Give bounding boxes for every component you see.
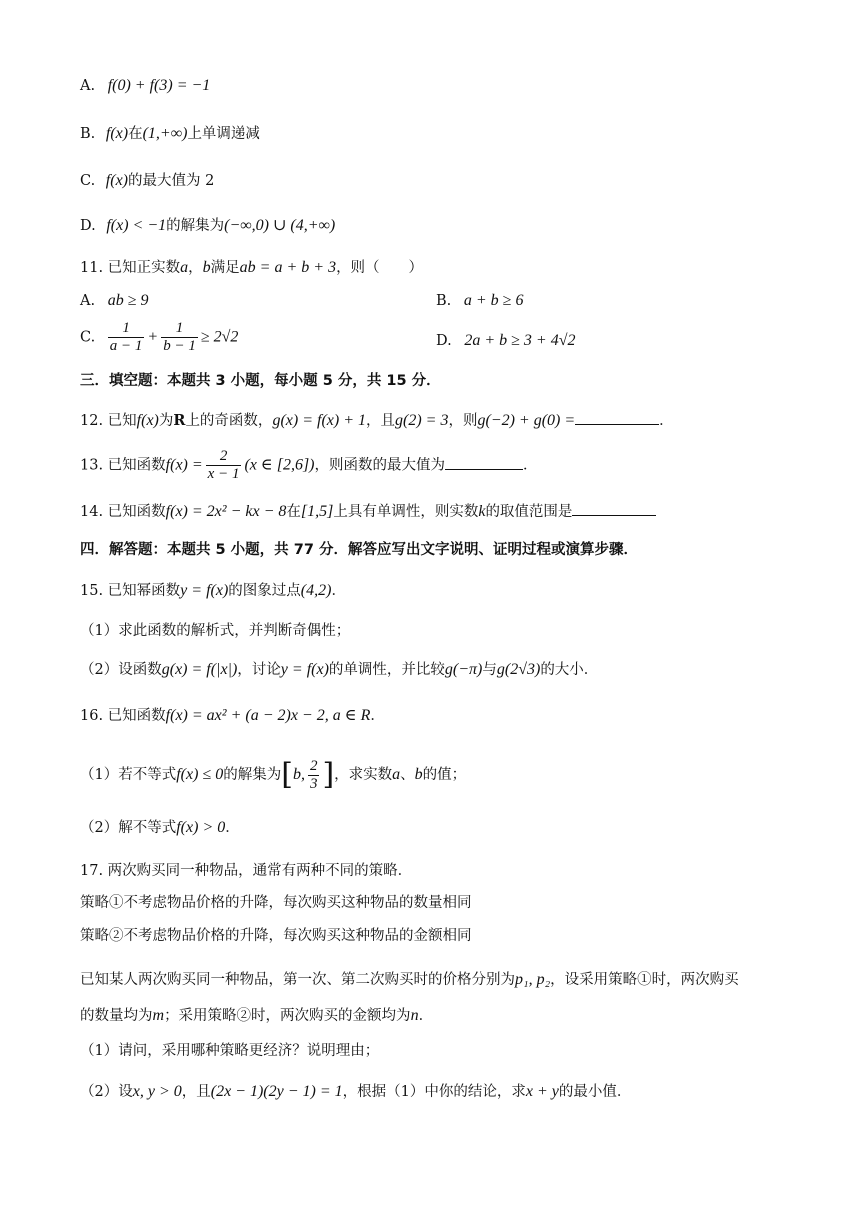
math-expression: a + b ≥ 6 — [463, 292, 524, 309]
q12-stem — [80, 410, 674, 431]
text: 的取值范围是 — [485, 504, 573, 520]
math-expression: ab ≥ 9 — [107, 292, 149, 309]
q14-stem — [80, 501, 656, 522]
math-expression: f(x) = 2x² − kx − 8 — [165, 503, 287, 520]
text: ． — [659, 413, 674, 429]
text: 的解集为 — [223, 767, 282, 783]
text: 的解集为 — [166, 218, 225, 234]
math-expression: f(x) < −1 — [106, 217, 167, 234]
math-expression: f(x) — [136, 412, 159, 429]
math-expression: x, y > 0 — [132, 1083, 182, 1100]
option-label: C. — [80, 173, 96, 189]
q11-option-b — [436, 291, 523, 311]
text: 16. 已知函数 — [80, 708, 166, 724]
text: ，求实数 — [334, 767, 393, 783]
q13-stem — [80, 448, 538, 483]
q16-stem — [80, 706, 385, 726]
math-set-r: R — [173, 412, 186, 429]
numerator: 1 — [108, 320, 145, 338]
text: （2）解不等式 — [80, 820, 177, 836]
q17-stem: 17. 两次购买同一种物品，通常有两种不同的策略． — [80, 863, 413, 879]
text: ， — [188, 260, 203, 276]
option-label: D. — [436, 333, 452, 349]
text: 满足 — [210, 260, 240, 276]
numerator: 2 — [206, 448, 242, 466]
text: 13. 已知函数 — [80, 457, 166, 474]
text: ，则函数的最大值为 — [314, 457, 446, 474]
math-expression: (x ∈ [2,6]) — [244, 456, 315, 474]
text: 的值； — [422, 767, 467, 783]
math-expression: (−∞,0) ∪ (4,+∞) — [224, 217, 336, 234]
math-var: n — [410, 1007, 419, 1024]
text: ． — [523, 457, 538, 474]
text: 15. 已知幂函数 — [80, 583, 181, 599]
text: 为 — [158, 413, 174, 429]
q11-option-d — [436, 331, 575, 351]
q17-part-1: （1）请问，采用哪种策略更经济？说明理由； — [80, 1043, 380, 1059]
q11-option-a — [80, 291, 148, 311]
q10-option-a — [80, 76, 210, 96]
left-bracket: [ — [281, 757, 293, 792]
fraction — [108, 320, 145, 355]
q10-option-c — [80, 171, 214, 191]
text: 上的奇函数， — [185, 413, 273, 429]
q11-option-c — [80, 320, 238, 355]
text: 的最大值为 2 — [128, 173, 215, 189]
numerator: 1 — [161, 320, 198, 338]
math-expression: x + y — [525, 1083, 559, 1100]
math-expression: f(x) — [105, 172, 128, 189]
math-expression: f(x) = — [165, 456, 203, 474]
text: ，讨论 — [237, 662, 281, 678]
denominator: b − 1 — [163, 338, 196, 354]
section-heading-solutions: 四．解答题：本题共 5 小题，共 77 分．解答应写出文字说明、证明过程或演算步骤． — [80, 542, 638, 558]
text: ，根据（1）中你的结论，求 — [342, 1084, 526, 1100]
option-label: B. — [80, 126, 96, 142]
math-expression: (1,+∞) — [142, 125, 188, 142]
math-expression: f(x) = ax² + (a − 2)x − 2, a ∈ R — [165, 707, 371, 724]
math-expression: g(−2) + g(0) = — [477, 412, 576, 429]
fraction — [206, 448, 242, 483]
q15-part-1: （1）求此函数的解析式，并判断奇偶性； — [80, 623, 351, 639]
math-expression: (4,2) — [300, 582, 332, 599]
q15-part-2 — [80, 660, 598, 680]
math-var: b — [414, 766, 423, 783]
text: 的最小值． — [558, 1084, 632, 1100]
text: 的单调性，并比较 — [328, 662, 445, 678]
text: 在 — [286, 504, 301, 520]
text: ，设采用策略①时，两次购买 — [550, 972, 739, 988]
math-expression: ab = a + b + 3 — [239, 259, 337, 276]
q10-option-d — [80, 216, 335, 236]
math-expression: g(−π) — [444, 661, 483, 678]
math-expression: y = f(x) — [180, 582, 229, 599]
math-expression: g(2) = 3 — [395, 412, 449, 429]
text: 的图象过点 — [228, 583, 301, 599]
q17-context-line-2 — [80, 1006, 433, 1026]
text: ，且 — [366, 413, 395, 429]
text: 上单调递减 — [187, 126, 260, 142]
denominator: a − 1 — [109, 338, 143, 354]
option-label: A. — [80, 293, 96, 309]
text: 的大小． — [540, 662, 599, 678]
text: 11. 已知正实数 — [80, 260, 181, 276]
text: ． — [370, 708, 385, 724]
answer-blank[interactable] — [575, 410, 659, 425]
numerator: 2 — [309, 757, 318, 774]
text: ． — [225, 820, 240, 836]
math-var: b, — [292, 766, 305, 783]
math-expression: g(x) = f(|x|) — [161, 661, 238, 678]
text: 在 — [128, 126, 143, 142]
math-expression: f(x) — [105, 125, 129, 142]
text: 14. 已知函数 — [80, 504, 166, 520]
q15-stem — [80, 581, 346, 601]
math-expression: f(x) > 0 — [176, 819, 226, 836]
text: （1）若不等式 — [80, 767, 177, 783]
text: 的数量均为 — [80, 1008, 153, 1024]
denominator: 3 — [309, 775, 318, 792]
q17-part-2 — [80, 1082, 631, 1102]
q16-part-2 — [80, 818, 240, 838]
math-var: m — [152, 1007, 165, 1024]
math-expression: g(2√3) — [496, 661, 541, 678]
option-label: D. — [80, 218, 96, 234]
math-expression: g(x) = f(x) + 1 — [272, 412, 366, 429]
option-label: A. — [80, 78, 96, 94]
option-label: C. — [80, 329, 96, 346]
q16-part-1 — [80, 750, 466, 800]
answer-blank[interactable] — [572, 501, 656, 516]
text: （2）设 — [80, 1084, 133, 1100]
math-expression: y = f(x) — [280, 661, 329, 678]
text: 与 — [482, 662, 497, 678]
math-var: b — [202, 259, 211, 276]
math-expression: f(x) ≤ 0 — [176, 766, 224, 783]
answer-blank[interactable] — [445, 455, 523, 470]
math-var: a — [392, 766, 401, 783]
q17-strategy-2: 策略②不考虑物品价格的升降，每次购买这种物品的金额相同 — [80, 928, 472, 944]
q17-context-line-1 — [80, 970, 739, 990]
math-expression: p₁, p₂ — [515, 971, 551, 988]
text: 12. 已知 — [80, 413, 137, 429]
text: ． — [331, 583, 346, 599]
text: （2）设函数 — [80, 662, 162, 678]
text: 上具有单调性，则实数 — [333, 504, 479, 520]
fraction — [308, 758, 320, 793]
q10-option-b — [80, 124, 260, 144]
text: ，且 — [181, 1084, 211, 1100]
text: ，则 — [448, 413, 478, 429]
fraction — [161, 320, 198, 355]
math-expression: 2a + b ≥ 3 + 4√2 — [464, 332, 576, 349]
right-bracket: ] — [322, 757, 335, 792]
q17-strategy-1: 策略①不考虑物品价格的升降，每次购买这种物品的数量相同 — [80, 895, 472, 911]
text: 、 — [400, 767, 415, 783]
option-label: B. — [436, 293, 452, 309]
text: ，则（ ） — [336, 260, 424, 276]
denominator: x − 1 — [207, 466, 240, 482]
math-expression: (2x − 1)(2y − 1) = 1 — [210, 1083, 343, 1100]
text: ． — [418, 1008, 434, 1024]
math-expression: [1,5] — [300, 503, 334, 520]
text: 已知某人两次购买同一种物品，第一次、第二次购买时的价格分别为 — [80, 972, 515, 988]
math-var: a — [180, 259, 189, 276]
math-expression: f(0) + f(3) = −1 — [107, 77, 211, 94]
math-expression: ≥ 2√2 — [200, 328, 239, 346]
section-heading-fill-in: 三．填空题：本题共 3 小题，每小题 5 分，共 15 分． — [80, 373, 441, 389]
math-var: k — [478, 503, 486, 520]
math-op: + — [147, 328, 159, 346]
q11-stem — [80, 258, 423, 278]
text: ；采用策略②时，两次购买的金额均为 — [164, 1008, 411, 1024]
